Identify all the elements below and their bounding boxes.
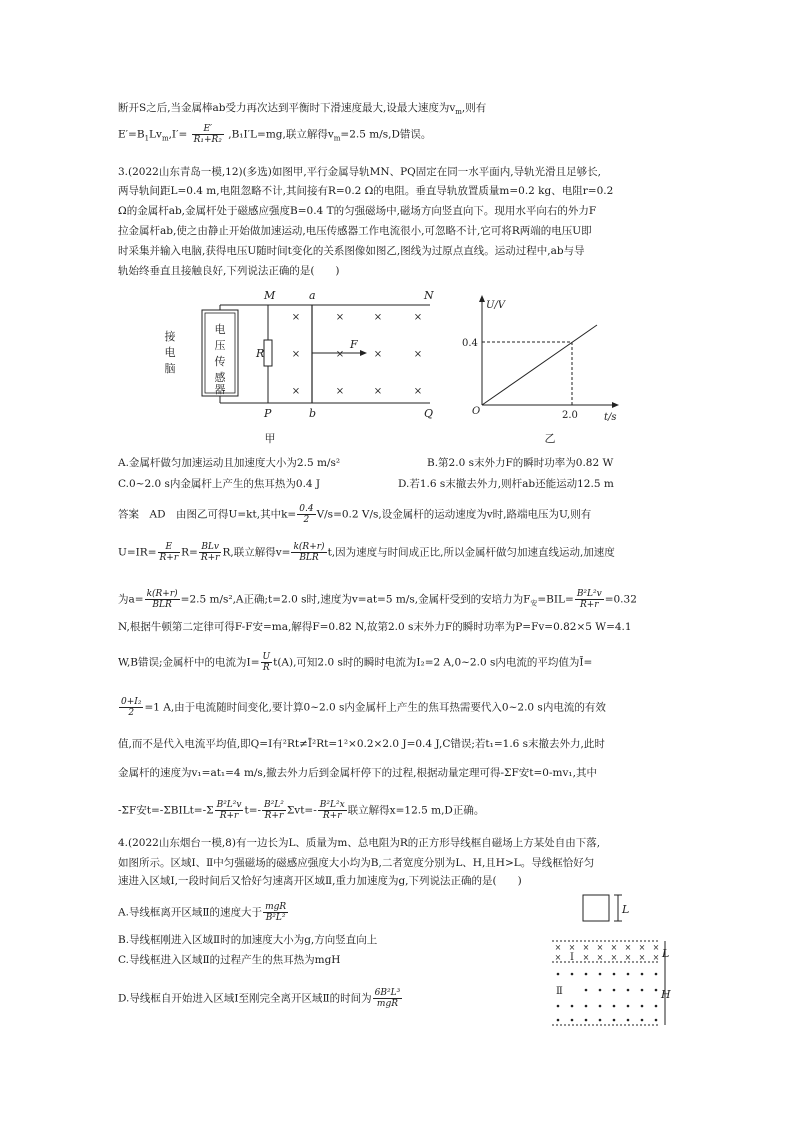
q3-line-5: 时采集并输入电脑,获得电压U随时间t变化的关系图像如图乙,图线为过原点直线。运动过程中,ab与导 — [118, 245, 585, 257]
q3-line-6: 轨始终垂直且接触良好,下列说法正确的是( ) — [118, 265, 340, 277]
q4-option-c: C.导线框进入区域Ⅱ的过程产生的焦耳热为mgH — [118, 954, 341, 966]
svg-text:×: × — [335, 349, 345, 360]
q3-answer-line-8: 金属杆的速度为v₁=at₁=4 m/s,撤去外力后到金属杆停下的过程,根据动量定理可得-ΣF安t=0-mv₁,其中 — [118, 767, 597, 779]
svg-text:×: × — [335, 312, 345, 323]
svg-text:P: P — [264, 407, 272, 420]
svg-text:L: L — [622, 903, 630, 916]
svg-text:L: L — [662, 947, 670, 960]
fraction: $\frac{E'}{\text{R₁+R₂}}$ — [193, 124, 222, 145]
q3-option-c: C.0~2.0 s内金属杆上产生的焦耳热为0.4 J — [118, 478, 321, 490]
svg-text:×: × — [638, 953, 646, 962]
svg-text:×: × — [582, 953, 590, 962]
svg-text:b: b — [309, 407, 317, 420]
svg-text:M: M — [264, 289, 276, 302]
svg-text:脑: 脑 — [164, 362, 176, 375]
sensor-char-5: 器 — [214, 383, 226, 396]
svg-text:×: × — [291, 349, 301, 360]
sensor-char-2: 压 — [214, 339, 226, 352]
svg-text:×: × — [582, 943, 590, 952]
svg-text:×: × — [638, 943, 646, 952]
svg-text:×: × — [373, 386, 383, 397]
svg-text:×: × — [596, 953, 604, 962]
q3-answer-line-7: 值,而不是代入电流平均值,即Q=I有²Rt≠Ī²Rt=1²×0.2×2.0 J=0.4 J,C错误;若t₁=1.6 s末撤去外力,此时 — [118, 738, 605, 750]
q3-line-3: Ω的金属杆ab,金属杆处于磁感应强度B=0.4 T的匀强磁场中,磁场方向竖直向下。现用水平向右的外力F — [118, 205, 597, 217]
svg-text:×: × — [373, 312, 383, 323]
figure-q4 — [548, 890, 678, 1030]
figure-jia — [150, 285, 440, 445]
q3-option-b: B.第2.0 s末外力F的瞬时功率为0.82 W — [427, 457, 614, 469]
svg-text:×: × — [596, 943, 604, 952]
svg-text:×: × — [652, 953, 660, 962]
svg-text:Ⅰ: Ⅰ — [570, 952, 574, 963]
prev-line-2: $E'=B_1Lv_m,I'=$ $\frac{E'}{\text{R₁+R₂}}$ ,B₁I′L=mg,联立解得$v_m=2.5$ m/s,D错误。 — [118, 124, 432, 145]
svg-text:2.0: 2.0 — [562, 410, 578, 421]
svg-text:×: × — [568, 943, 576, 952]
q4-option-b: B.导线框刚进入区域Ⅱ时的加速度大小为g,方向竖直向上 — [118, 934, 378, 946]
svg-text:a: a — [309, 289, 316, 302]
svg-text:×: × — [610, 943, 618, 952]
q4-option-d: D.导线框自开始进入区域Ⅰ至刚完全离开区域Ⅱ的时间为 $\frac{\text{6B²L³}}{\text{mgR}}$ — [118, 988, 401, 1009]
svg-text:×: × — [291, 312, 301, 323]
svg-text:×: × — [413, 386, 423, 397]
svg-text:×: × — [652, 943, 660, 952]
svg-text:×: × — [610, 953, 618, 962]
q3-option-a: A.金属杆做匀加速运动且加速度大小为2.5 m/s² — [118, 457, 341, 469]
sensor-char-3: 传 — [214, 355, 226, 368]
q3-line-4: 拉金属杆ab,使之由静止开始做加速运动,电压传感器工作电流很小,可忽略不计,它可将R两端的电压U即 — [118, 225, 592, 237]
svg-text:×: × — [413, 312, 423, 323]
svg-text:接: 接 — [164, 330, 176, 343]
q3-answer-line-6: $\frac{\text{0+I₂}}{2}$ =1 A,由于电流随时间变化,要计算0~2.0 s内金属杆上产生的焦耳热需要代入0~2.0 s内电流的有效 — [121, 697, 606, 718]
svg-text:×: × — [291, 386, 301, 397]
q3-line-2: 两导轨间距L=0.4 m,电阻忽略不计,其间接有R=0.2 Ω的电阻。垂直导轨放置质量m=0.2 kg、电阻r=0.2 — [118, 185, 614, 197]
q4-line-3: 速进入区域Ⅰ,一段时间后又恰好匀速离开区域Ⅱ,重力加速度为g,下列说法正确的是( ) — [118, 875, 522, 887]
q3-answer-line-3: 为a= $\frac{k(R+r)}{\text{BLR}}$ =2.5 m/s²,A正确;t=2.0 s时,速度为v=at=5 m/s,金属杆受到的安培力为$F_安=BIL=$ $\frac{\text{B²L²v}}{R+r}$ =0.32 — [118, 589, 637, 610]
q3-option-d: D.若1.6 s末撤去外力,则杆ab还能运动12.5 m — [398, 478, 614, 490]
q3-answer-line-5: W,B错误;金属杆中的电流为I= $\frac{U}{R}$ t(A),可知2.0 s时的瞬时电流为I₂=2 A,0~2.0 s内电流的平均值为Ī= — [118, 652, 593, 673]
q3-answer-line-9: -ΣF安t=-ΣBILt=-Σ $\frac{\text{B²L²v}}{R+r}$ t=- $\frac{\text{B²L²}}{R+r}$ Σvt=- $\frac{\text{B²L²x}}{R+r}$ 联立解得x=12.5 m,D正确。 — [118, 800, 485, 821]
label-R: R — [256, 347, 265, 360]
svg-text:H: H — [661, 988, 671, 1001]
svg-text:Ⅱ: Ⅱ — [556, 986, 563, 997]
svg-text:F: F — [350, 338, 358, 351]
svg-text:t/s: t/s — [604, 412, 617, 423]
svg-text:×: × — [554, 953, 562, 962]
svg-text:×: × — [373, 349, 383, 360]
caption-yi: 乙 — [544, 432, 556, 445]
svg-text:×: × — [413, 349, 423, 360]
svg-text:U/V: U/V — [486, 300, 506, 311]
sensor-char-1: 电 — [214, 323, 226, 336]
svg-text:×: × — [624, 943, 632, 952]
q3-line-1: 3.(2022山东青岛一模,12)(多选)如图甲,平行金属导轨MN、PQ固定在同一水平面内,导轨光滑且足够长, — [118, 166, 601, 178]
q3-answer-line-4: N,根据牛顿第二定律可得F-F安=ma,解得F=0.82 N,故第2.0 s末外力F的瞬时功率为P=Fv=0.82×5 W=4.1 — [118, 621, 632, 633]
q4-option-a: A.导线框离开区域Ⅱ的速度大于 $\frac{\text{mgR}}{\text{B²L²}}$ — [118, 902, 287, 923]
q3-answer-line-2: U=IR= $\frac{E}{R+r}$ R= $\frac{\text{BLv}}{R+r}$ R,联立解得v= $\frac{k(R+r)}{\text{BLR}}$ t,因为速度与时间成正比,所以金属杆做匀加速直线运动,加速度 — [118, 542, 615, 563]
q4-line-1: 4.(2022山东烟台一模,8)有一边长为L、质量为m、总电阻为R的正方形导线框自磁场上方某处自由下落, — [118, 837, 601, 849]
figure-yi — [462, 290, 622, 450]
svg-text:×: × — [554, 943, 562, 952]
prev-line-1: 断开S之后,当金属棒ab受力再次达到平衡时下滑速度最大,设最大速度为$v_m$,则有 — [118, 102, 487, 117]
sensor-char-4: 感 — [214, 371, 226, 384]
svg-text:×: × — [335, 386, 345, 397]
svg-text:Q: Q — [424, 407, 434, 420]
svg-text:0.4: 0.4 — [462, 338, 478, 349]
q3-answer-line-1: 答案 AD 由图乙可得U=kt,其中k= $\frac{0.4}{2}$ V/s=0.2 V/s,设金属杆的运动速度为v时,路端电压为U,则有 — [118, 504, 592, 525]
svg-text:×: × — [624, 953, 632, 962]
svg-text:电: 电 — [164, 346, 176, 359]
caption-jia: 甲 — [264, 432, 276, 445]
q4-line-2: 如图所示。区域Ⅰ、Ⅱ中匀强磁场的磁感应强度大小均为B,二者宽度分别为L、H,且H>L。导线框恰好匀 — [118, 857, 595, 869]
svg-text:O: O — [472, 406, 481, 417]
svg-text:N: N — [424, 289, 434, 302]
